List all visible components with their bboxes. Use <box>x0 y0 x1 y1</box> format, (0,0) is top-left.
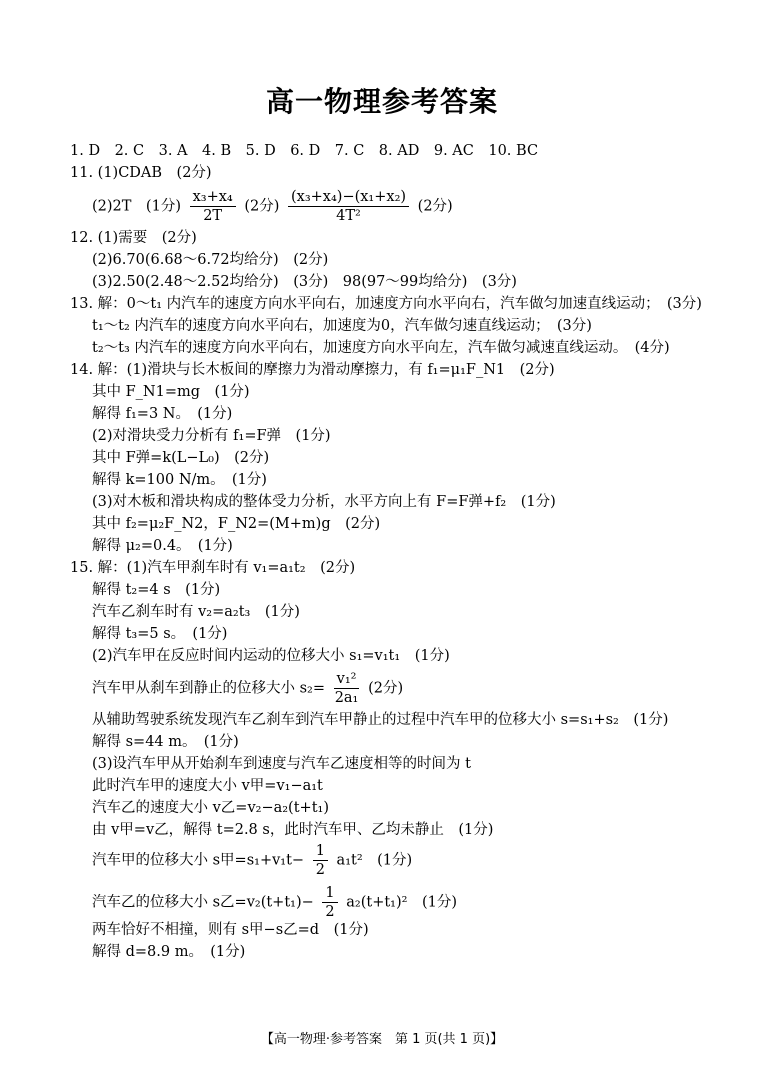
denominator: 4T² <box>336 208 361 224</box>
fraction <box>313 842 328 879</box>
denominator: 2a₁ <box>334 690 359 706</box>
text: (2分) <box>244 198 280 215</box>
fraction <box>334 670 360 707</box>
numerator: 1 <box>322 884 337 903</box>
denominator: 2 <box>325 904 335 920</box>
numerator: 1 <box>313 842 328 861</box>
answer-line-15-8: 解得 s=44 m。 (1分) <box>92 734 239 750</box>
text: 汽车乙的位移大小 s乙=v₂(t+t₁)− <box>92 894 314 911</box>
text: 汽车甲从刹车到静止的位移大小 s₂= <box>92 680 326 697</box>
text: (2)2T (1分) <box>92 198 181 215</box>
answer-line-14-1: 14. 解：(1)滑块与长木板间的摩擦力为滑动摩擦力，有 f₁=μ₁F_N1 (2分) <box>70 362 555 378</box>
answer-line-15-12: 由 v甲=v乙，解得 t=2.8 s，此时汽车甲、乙均未静止 (1分) <box>92 822 494 838</box>
numerator: x₃+x₄ <box>190 188 236 207</box>
text: a₂(t+t₁)² (1分) <box>346 894 457 911</box>
answer-line-15-15: 两车恰好不相撞，则有 s甲−s乙=d (1分) <box>92 922 369 938</box>
fraction <box>190 188 236 225</box>
numerator: v₁² <box>334 670 360 689</box>
answer-line-13-b: t₁～t₂ 内汽车的速度方向水平向右，加速度为0，汽车做匀速直线运动； (3分) <box>92 318 592 334</box>
answer-line-15-14 <box>92 884 457 921</box>
answer-line-14-3: 解得 f₁=3 N。 (1分) <box>92 406 233 422</box>
answer-line-14-2: 其中 F_N1=mg (1分) <box>92 384 250 400</box>
answer-line-13-a: 13. 解：0～t₁ 内汽车的速度方向水平向右，加速度方向水平向右，汽车做匀加速直线运动； (3分) <box>70 296 702 312</box>
answer-line-13-c: t₂～t₃ 内汽车的速度方向水平向右，加速度方向水平向左，汽车做匀减速直线运动。 (4分) <box>92 340 670 356</box>
text: (2分) <box>417 198 453 215</box>
numerator: (x₃+x₄)−(x₁+x₂) <box>288 188 409 207</box>
fraction <box>322 884 337 921</box>
answer-line-15-6 <box>92 670 403 707</box>
answer-line-15-13 <box>92 842 412 879</box>
denominator: 2 <box>315 862 325 878</box>
answer-line-12-3: (3)2.50(2.48～2.52均给分) (3分) 98(97～99均给分) (3分) <box>92 274 517 290</box>
answer-line-11-2 <box>92 188 453 225</box>
answer-line-15-9: (3)设汽车甲从开始刹车到速度与汽车乙速度相等的时间为 t <box>92 756 471 772</box>
page-footer: 【高一物理·参考答案 第 1 页(共 1 页)】 <box>260 1032 504 1047</box>
answer-line-11-1: 11. (1)CDAB (2分) <box>70 165 212 181</box>
answer-line-15-3: 汽车乙刹车时有 v₂=a₂t₃ (1分) <box>92 604 300 620</box>
denominator: 2T <box>203 208 223 224</box>
text: a₁t² (1分) <box>336 852 413 869</box>
page-title: 高一物理参考答案 <box>265 85 498 118</box>
answer-line-14-9: 解得 μ₂=0.4。 (1分) <box>92 538 233 554</box>
answer-line-15-4: 解得 t₃=5 s。 (1分) <box>92 626 228 642</box>
answer-line-15-10: 此时汽车甲的速度大小 v甲=v₁−a₁t <box>92 778 323 794</box>
text: 汽车甲的位移大小 s甲=s₁+v₁t− <box>92 852 305 869</box>
answer-line-15-16: 解得 d=8.9 m。 (1分) <box>92 944 246 960</box>
fraction <box>288 188 409 225</box>
answer-line-14-6: 解得 k=100 N/m。 (1分) <box>92 472 267 488</box>
answer-line-14-8: 其中 f₂=μ₂F_N2，F_N2=(M+m)g (2分) <box>92 516 381 532</box>
answer-line-15-2: 解得 t₂=4 s (1分) <box>92 582 221 598</box>
answer-line-12-2: (2)6.70(6.68～6.72均给分) (2分) <box>92 252 329 268</box>
answer-line-15-11: 汽车乙的速度大小 v乙=v₂−a₂(t+t₁) <box>92 800 329 816</box>
answer-line-14-5: 其中 F弹=k(L−L₀) (2分) <box>92 450 270 466</box>
answer-line-15-1: 15. 解：(1)汽车甲刹车时有 v₁=a₁t₂ (2分) <box>70 560 356 576</box>
answer-line-12-1: 12. (1)需要 (2分) <box>70 230 197 246</box>
answer-line-15-5: (2)汽车甲在反应时间内运动的位移大小 s₁=v₁t₁ (1分) <box>92 648 450 664</box>
answer-line-14-7: (3)对木板和滑块构成的整体受力分析，水平方向上有 F=F弹+f₂ (1分) <box>92 494 556 510</box>
text: (2分) <box>368 680 404 697</box>
answer-line-choice: 1. D 2. C 3. A 4. B 5. D 6. D 7. C 8. AD 9. AC 10. BC <box>70 143 539 159</box>
answer-line-14-4: (2)对滑块受力分析有 f₁=F弹 (1分) <box>92 428 331 444</box>
answer-line-15-7: 从辅助驾驶系统发现汽车乙刹车到汽车甲静止的过程中汽车甲的位移大小 s=s₁+s₂ (1分) <box>92 712 669 728</box>
